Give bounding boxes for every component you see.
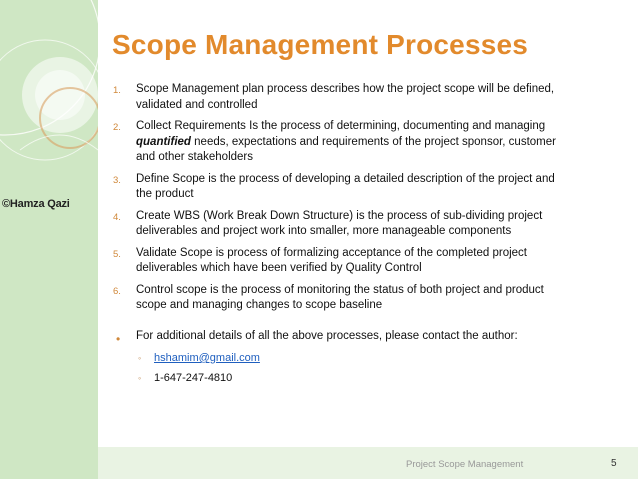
phone-number: 1-647-247-4810 [154,372,233,384]
item-line: scope and managing changes to scope baseline [136,299,383,311]
item-line: Validate Scope is process of formalizing acceptance of the completed project [136,246,527,259]
slide-title: Scope Management Processes [112,29,529,60]
list-item [108,119,618,166]
footer-bar [98,447,638,479]
item-line: quantified needs, expectations and requirements of the project sponsor, customer [136,135,556,148]
item-line: and other stakeholders [136,151,253,163]
sub-bullet-icon: ◦ [138,373,142,383]
list-item [108,82,618,113]
item-number: 3. [113,174,121,186]
author-credit: ©Hamza Qazi [2,198,70,210]
item-number: 5. [113,248,121,260]
item-number: 1. [113,85,121,96]
list-item [108,246,618,277]
contact-note: For additional details of all the above processes, please contact the author: [136,330,518,342]
decorative-circles [0,0,98,210]
phone-row [138,372,232,384]
process-list [108,82,618,320]
item-line: the product [136,188,194,200]
item-line: validated and controlled [136,98,258,111]
item-line: Create WBS (Work Break Down Structure) is the process of sub-dividing project [136,209,543,222]
item-line: Define Scope is the process of developing a detailed description of the project and [136,172,555,185]
page-number: 5 [611,458,617,469]
email-row [138,352,260,364]
item-number: 4. [113,211,121,223]
sub-bullet-icon: ◦ [138,353,142,363]
item-line: Scope Management plan process describes how the project scope will be defined, [136,83,555,95]
item-number: 2. [113,122,121,133]
item-line: deliverables and project work into smaller, more manageable components [136,225,512,237]
item-line: deliverables which have been verified by Quality Control [136,262,422,274]
list-item [108,283,618,314]
item-line: Control scope is the process of monitoring the status of both project and product [136,283,544,296]
email-link[interactable]: hshamim@gmail.com [154,352,260,364]
list-item [108,209,618,240]
bullet-icon: • [116,332,121,346]
footer-title: Project Scope Management [406,459,524,470]
list-item [108,172,618,203]
item-line: Collect Requirements Is the process of determining, documenting and managing [136,120,546,132]
item-number: 6. [113,285,121,297]
